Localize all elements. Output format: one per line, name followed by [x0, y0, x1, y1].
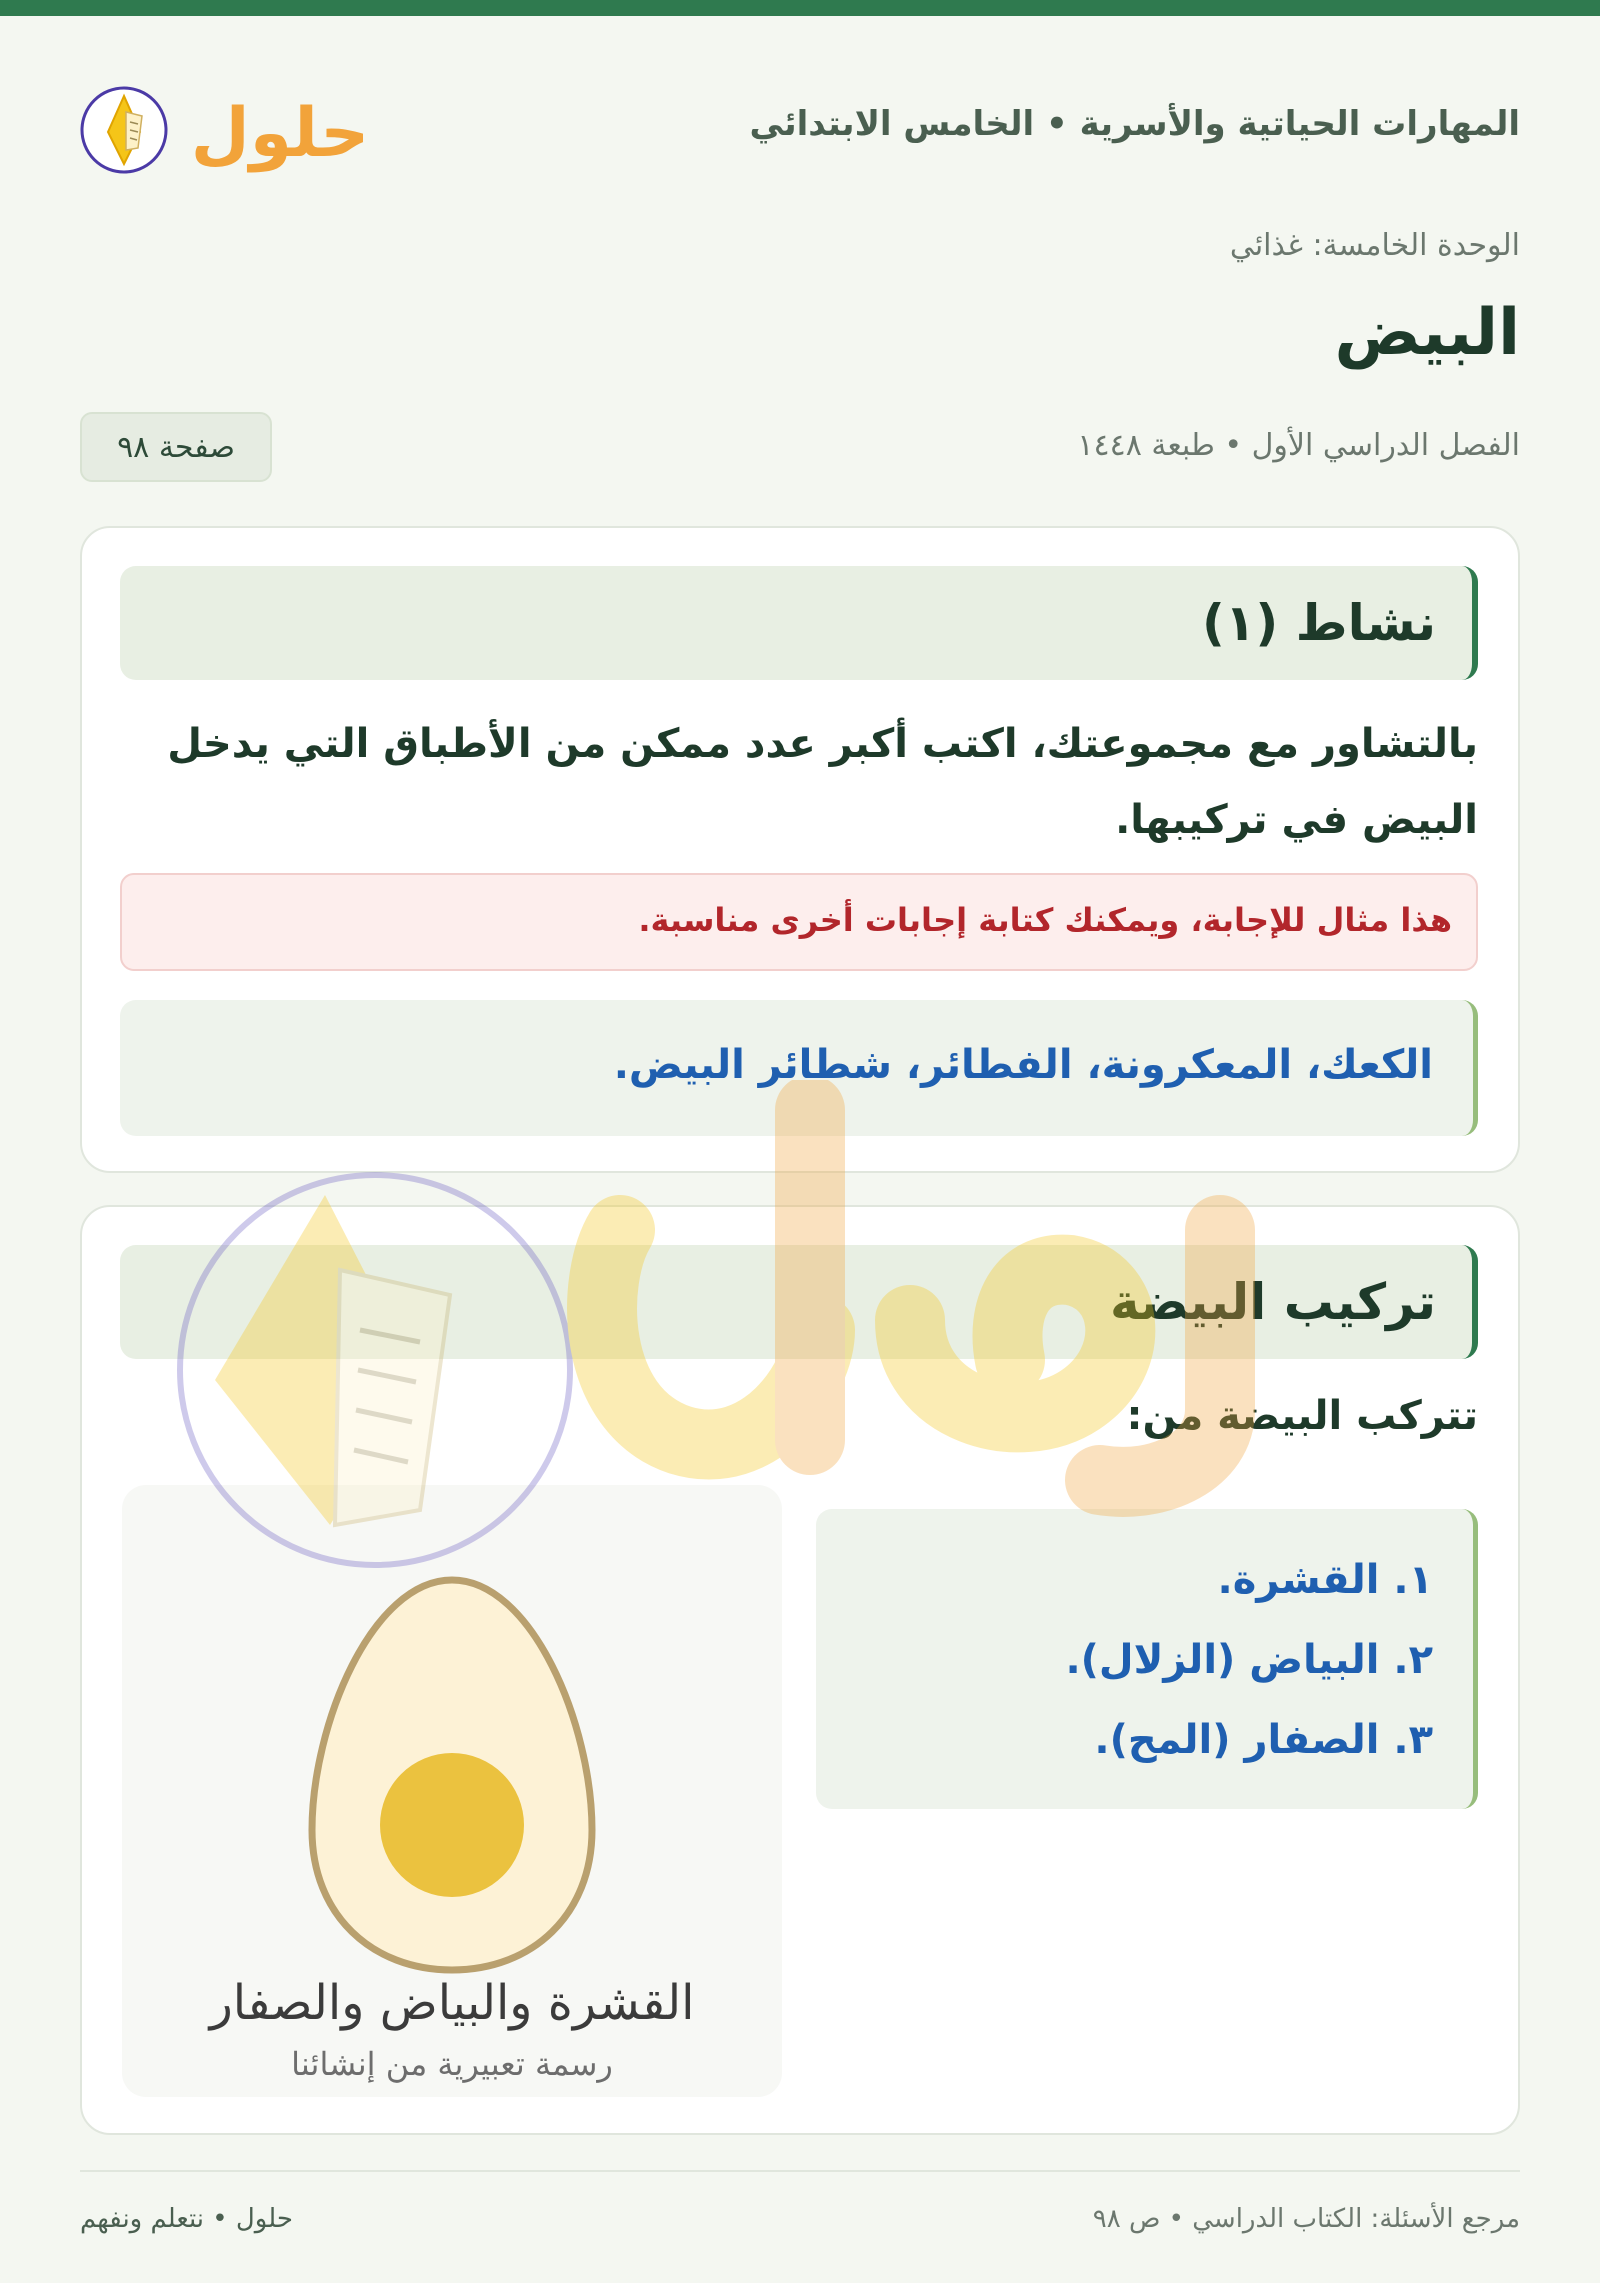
egg-yolk — [380, 1753, 524, 1897]
page-badge-label: صفحة ٩٨ — [117, 429, 235, 465]
list-item: ٢. البياض (الزلال). — [1065, 1637, 1433, 1683]
list-item: ٣. الصفار (المح). — [1094, 1717, 1433, 1763]
egg-structure-prompt: تتركب البيضة من: — [1126, 1393, 1478, 1439]
example-note-text: هذا مثال للإجابة، ويمكنك كتابة إجابات أخرى مناسبة. — [638, 901, 1452, 939]
egg-structure-title: تركيب البيضة — [1109, 1273, 1436, 1331]
footer-divider — [80, 2170, 1520, 2172]
subject-title: المهارات الحياتية والأسرية • الخامس الابتدائي — [749, 104, 1520, 144]
example-note — [120, 873, 1478, 971]
list-item: ١. القشرة. — [1217, 1557, 1433, 1603]
top-accent-bar — [0, 0, 1600, 16]
unit-label: الوحدة الخامسة: غذائي — [1229, 228, 1520, 263]
answer-text: الكعك، المعكرونة، الفطائر، شطائر البيض. — [613, 1042, 1433, 1088]
page-header — [80, 60, 1520, 190]
egg-figure-caption: القشرة والبياض والصفار — [209, 1975, 695, 2031]
answer-box — [120, 1000, 1478, 1136]
footer-brand[interactable]: حلول • نتعلم ونفهم — [80, 2204, 293, 2234]
activity-header — [120, 566, 1478, 680]
site-logo[interactable] — [80, 60, 380, 190]
egg-structure-card — [80, 1205, 1520, 2135]
footer-reference: مرجع الأسئلة: الكتاب الدراسي • ص ٩٨ — [1092, 2204, 1520, 2234]
egg-structure-header — [120, 1245, 1478, 1359]
egg-figure-note: رسمة تعبيرية من إنشائنا — [291, 2045, 613, 2083]
activity-card — [80, 526, 1520, 1173]
lesson-title: البيض — [1334, 296, 1520, 370]
egg-parts-list — [816, 1509, 1478, 1809]
activity-prompt: بالتشاور مع مجموعتك، اكتب أكبر عدد ممكن من الأطباق التي يدخل البيض في تركيبها. — [167, 721, 1478, 843]
activity-title: نشاط (١) — [1201, 594, 1436, 652]
logo-wordmark: حلول — [190, 94, 370, 173]
term-label: الفصل الدراسي الأول • طبعة ١٤٤٨ — [1077, 428, 1520, 463]
page-badge — [80, 412, 272, 482]
egg-figure-panel — [122, 1485, 782, 2097]
